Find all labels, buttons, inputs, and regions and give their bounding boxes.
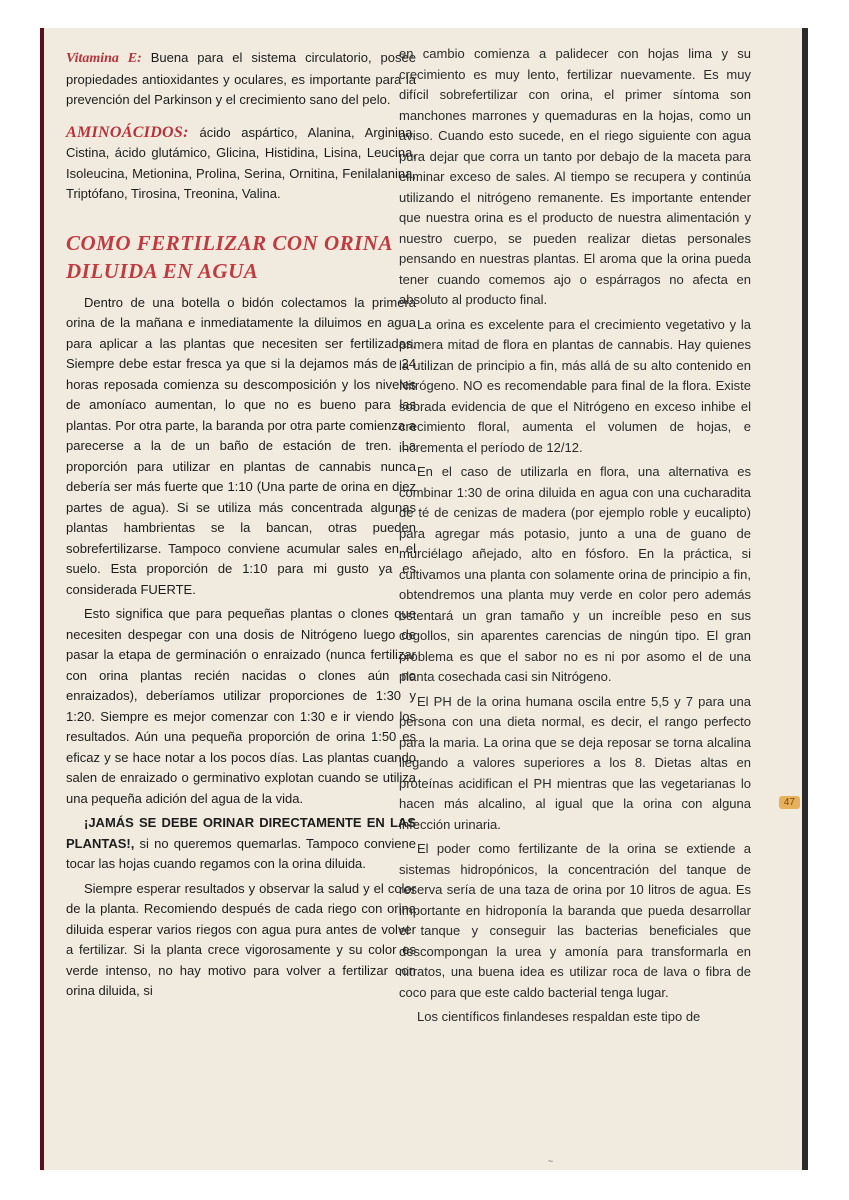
left-column xyxy=(66,28,416,1170)
right-paragraph-6: Los científicos finlandeses respaldan este tipo de xyxy=(417,1009,701,1024)
page-edge xyxy=(802,28,808,1170)
vitamin-e-paragraph xyxy=(66,48,416,111)
right-paragraph-1: en cambio comienza a palidecer con hojas lima y su crecimiento es muy lento, fertilizar nuevamente. Es muy difícil sobrefertilizar con orina, el primer síntoma son manchones marrones y quemaduras en la hojas, como un aviso. Cuando esto sucede, en el riego siguiente con agua pura dejar que corra un tanto por debajo de la maceta para eliminar exceso de sales. Al tiempo se recupera y continúa utilizando el nitrógeno remanente. Es importante entender que nuestra orina es el producto de nuestra alimentación y nuestro cuerpo, se pueden realizar dietas personales pensando en nuestras plantas. El aroma que la orina pueda tener cuando comemos ajo o espárragos no afecta en absoluto al producto final. xyxy=(399,46,751,307)
right-paragraph-3: En el caso de utilizarla en flora, una alternativa es combinar 1:30 de orina diluida en agua con una cucharadita de té de cenizas de madera (por ejemplo roble y eucalipto) para agregar más potasio, junto a una de guano de murciélago añejado, alto en fósforo. En la práctica, si cultivamos una planta con solamente orina de principio a fin, obtendremos una planta muy verde en color pero además ostentará un gran tamaño y un increíble peso en sus cogollos, sin aparentes carencias de ningún tipo. El gran problema es que el sabor no es ni por asomo el de una planta cosechada casi sin Nitrógeno. xyxy=(399,464,751,684)
amino-label: AMINOÁCIDOS: xyxy=(66,123,189,141)
right-column xyxy=(399,28,751,1170)
left-paragraph-3 xyxy=(66,813,416,875)
amino-text: ácido aspártico, Alanina, Arginina, Cistina, ácido glutámico, Glicina, Histidina, Lisina, Leucina, Isoleucina, Metionina, Prolina, Serina, Ornitina, Fenilalanina, Triptófano, Tirosina, Treonina, Valina. xyxy=(66,124,416,201)
warning-text: ¡JAMÁS SE DEBE ORINAR DIRECTAMENTE EN LAS PLANTAS!, xyxy=(66,815,416,851)
right-paragraph-4: El PH de la orina humana oscila entre 5,5 y 7 para una persona con una dieta normal, es decir, el rango perfecto para la maria. La orina que se deja reposar se torna alcalina llegando a valores superiores a los 8. Dietas altas en proteínas acidifican el PH mientras que las vegetarianas lo hacen más alcalino, al igual que la orina con alguna infección urinaria. xyxy=(399,693,751,832)
vitamin-e-label: Vitamina E: xyxy=(66,51,142,66)
left-paragraph-1: Dentro de una botella o bidón colectamos la primera orina de la mañana e inmediatamente la diluimos en agua para aplicar a las plantas que necesiten ser fertilizadas. Siempre debe estar fresca ya que si la dejamos más de 24 horas reposada comienza su descomposición y los niveles de amoníaco aumentan, lo que no es bueno para las plantas. Por otra parte, la baranda por otra parte comienza a parecerse a la de un baño de estación de tren. La proporción para utilizar en plantas de cannabis nunca debería ser más fuerte que 1:10 (Una parte de orina en diez partes de agua). Si se utiliza más concentrada algunas plantas hambrientas se la bancan, otras pueden sobrefertilizarse. Tampoco conviene acumular sales en el suelo. Esta proporción de 1:10 para mi gusto ya es considerada FUERTE. xyxy=(66,294,416,597)
vitamin-e-text: Buena para el sistema circulatorio, posee propiedades antioxidantes y oculares, es importante para la prevención del Parkinson y el crecimiento sano del pelo. xyxy=(66,50,416,107)
book-page xyxy=(40,28,808,1170)
section-title: COMO FERTILIZAR CON ORINA DILUIDA EN AGUA xyxy=(66,230,392,283)
right-paragraph-2: La orina es excelente para el crecimiento vegetativo y la primera mitad de flora en plantas de cannabis. Hay quienes la utilizan de principio a fin, más allá de su alto contenido en Nitrógeno. NO es recomendable para final de la flora. Existe sobrada evidencia de que el Nitrógeno en exceso inhibe el crecimiento floral, aumenta el volumen de hojas, e incrementa el período de 12/12. xyxy=(399,316,751,455)
page-number: 47 xyxy=(779,796,800,809)
right-paragraph-5: El poder como fertilizante de la orina se extiende a sistemas hidropónicos, la concentración del tanque de reserva sería de una taza de orina por 10 litros de agua. Es importante en hidroponía la baranda que pueda desarrollar el tanque y conseguir las bacterias beneficiales que descompongan la urea y amonía para transformarla en nitratos, una buena idea es utilizar roca de lava o fibra de coco para que este caldo bacterial tenga lugar. xyxy=(399,841,751,1000)
footer-mark: ~ xyxy=(548,1156,554,1166)
amino-paragraph xyxy=(66,123,416,205)
left-paragraph-4: Siempre esperar resultados y observar la salud y el color de la planta. Recomiendo después de cada riego con orina diluida esperar varios riegos con agua pura antes de volver a fertilizar. Si la planta crece vigorosamente y su color es verde intenso, no hay motivo para volver a fertilizar con orina diluida, si xyxy=(66,880,416,998)
warning-rest: si no queremos quemarlas. Tampoco conviene tocar las hojas cuando regamos con la orina diluida. xyxy=(66,835,416,871)
left-paragraph-2: Esto significa que para pequeñas plantas o clones que necesiten despegar con una dosis de Nitrógeno luego de pasar la etapa de germinación o enraizado (nunca fertilizar con orina plantas recién nacidas o clones aún no enraizados), deberíamos utilizar proporciones de 1:30 y 1:20. Siempre es mejor comenzar con 1:30 e ir viendo los resultados. Aún una pequeña proporción de orina 1:50 es eficaz y se hace notar a los pocos días. Las plantas cuando salen de enraizado o germinativo explotan cuando se utiliza una pequeña adición del agua de la vida. xyxy=(66,606,416,806)
